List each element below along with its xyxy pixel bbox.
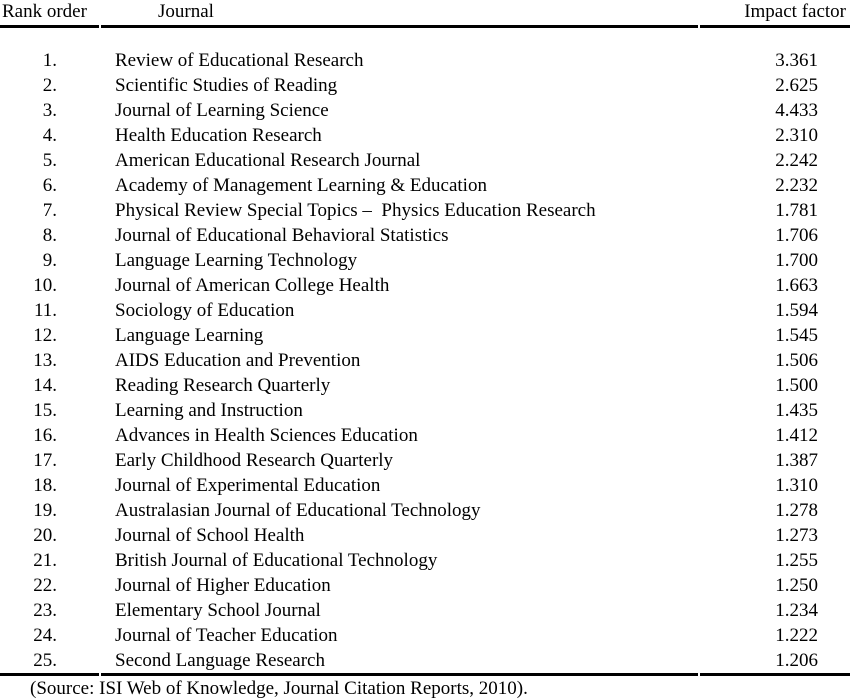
journal-cell: Physical Review Special Topics – Physics Education Research [115,200,596,221]
table-header-row [0,0,850,25]
table-row [0,48,850,73]
journal-cell: Language Learning [115,325,264,346]
table-row [0,273,850,298]
column-header-journal: Journal [158,1,214,22]
table-row [0,498,850,523]
rank-cell: 24. [33,625,57,646]
rank-cell: 11. [33,300,57,321]
rank-cell: 6. [42,175,57,196]
table-row [0,373,850,398]
table-row [0,473,850,498]
source-note: (Source: ISI Web of Knowledge, Journal Citation Reports, 2010). [30,678,528,699]
journal-cell: Language Learning Technology [115,250,358,271]
column-header-impact-factor: Impact factor [744,1,846,22]
rank-cell: 20. [33,525,57,546]
rule-notch [99,673,101,676]
table-row [0,298,850,323]
rank-cell: 12. [33,325,57,346]
table-row [0,123,850,148]
rank-cell: 2. [42,75,57,96]
impact-factor-cell: 1.206 [775,650,818,671]
impact-factor-cell: 1.250 [775,575,818,596]
impact-factor-cell: 2.242 [775,150,818,171]
rank-cell: 15. [33,400,57,421]
table-row [0,598,850,623]
journal-cell: Early Childhood Research Quarterly [115,450,394,471]
table-row [0,623,850,648]
impact-factor-cell: 1.255 [775,550,818,571]
rank-cell: 18. [33,475,57,496]
table-row [0,648,850,673]
impact-factor-cell: 1.663 [775,275,818,296]
table-row [0,248,850,273]
table-row [0,398,850,423]
impact-factor-cell: 1.310 [775,475,818,496]
rank-cell: 5. [42,150,57,171]
impact-factor-cell: 1.273 [775,525,818,546]
table-row [0,223,850,248]
rule-notch [698,25,700,28]
rank-cell: 16. [33,425,57,446]
impact-factor-cell: 1.500 [775,375,818,396]
journal-cell: Journal of Learning Science [115,100,329,121]
table-row [0,573,850,598]
rule-notch [698,673,700,676]
impact-factor-cell: 1.700 [775,250,818,271]
journal-cell: Journal of Teacher Education [115,625,338,646]
rank-cell: 19. [33,500,57,521]
impact-factor-cell: 1.506 [775,350,818,371]
impact-factor-cell: 1.412 [775,425,818,446]
journal-cell: Sociology of Education [115,300,295,321]
journal-cell: American Educational Research Journal [115,150,421,171]
rule-notch [99,25,101,28]
journal-cell: Academy of Management Learning & Education [115,175,487,196]
header-rule [0,25,850,28]
impact-factor-cell: 1.706 [775,225,818,246]
rank-cell: 17. [33,450,57,471]
impact-factor-cell: 2.625 [775,75,818,96]
journal-cell: Elementary School Journal [115,600,321,621]
rank-cell: 13. [33,350,57,371]
impact-factor-cell: 1.781 [775,200,818,221]
table-row [0,448,850,473]
table-row [0,548,850,573]
rank-cell: 14. [33,375,57,396]
rank-cell: 22. [33,575,57,596]
rank-cell: 21. [33,550,57,571]
table-row [0,73,850,98]
journal-cell: AIDS Education and Prevention [115,350,361,371]
table-row [0,198,850,223]
journal-cell: Journal of Higher Education [115,575,331,596]
journal-cell: Journal of School Health [115,525,305,546]
impact-factor-cell: 3.361 [775,50,818,71]
rank-cell: 1. [42,50,57,71]
impact-factor-cell: 1.234 [775,600,818,621]
table-row [0,348,850,373]
journal-cell: British Journal of Educational Technology [115,550,438,571]
table-row [0,148,850,173]
rank-cell: 10. [33,275,57,296]
rank-cell: 7. [42,200,57,221]
impact-factor-cell: 1.278 [775,500,818,521]
journal-cell: Journal of Experimental Education [115,475,381,496]
journal-cell: Australasian Journal of Educational Technology [115,500,481,521]
impact-factor-cell: 1.387 [775,450,818,471]
journal-cell: Learning and Instruction [115,400,303,421]
table-body [0,28,850,673]
table-row [0,323,850,348]
rank-cell: 3. [42,100,57,121]
rank-cell: 8. [42,225,57,246]
journal-cell: Scientific Studies of Reading [115,75,338,96]
impact-factor-cell: 1.222 [775,625,818,646]
impact-factor-cell: 4.433 [775,100,818,121]
impact-factor-cell: 1.545 [775,325,818,346]
rank-cell: 23. [33,600,57,621]
journal-cell: Health Education Research [115,125,322,146]
journal-cell: Review of Educational Research [115,50,364,71]
rank-cell: 4. [42,125,57,146]
journal-cell: Reading Research Quarterly [115,375,331,396]
table-row [0,423,850,448]
impact-factor-cell: 1.594 [775,300,818,321]
rank-cell: 9. [42,250,57,271]
impact-factor-cell: 2.310 [775,125,818,146]
journal-cell: Journal of American College Health [115,275,390,296]
journal-cell: Advances in Health Sciences Education [115,425,418,446]
journal-cell: Second Language Research [115,650,325,671]
footer-rule [0,673,850,676]
journal-cell: Journal of Educational Behavioral Statistics [115,225,449,246]
table-row [0,173,850,198]
table-row [0,98,850,123]
column-header-rank-order: Rank order [2,1,87,22]
table-row [0,523,850,548]
impact-factor-cell: 2.232 [775,175,818,196]
rank-cell: 25. [33,650,57,671]
impact-factor-cell: 1.435 [775,400,818,421]
